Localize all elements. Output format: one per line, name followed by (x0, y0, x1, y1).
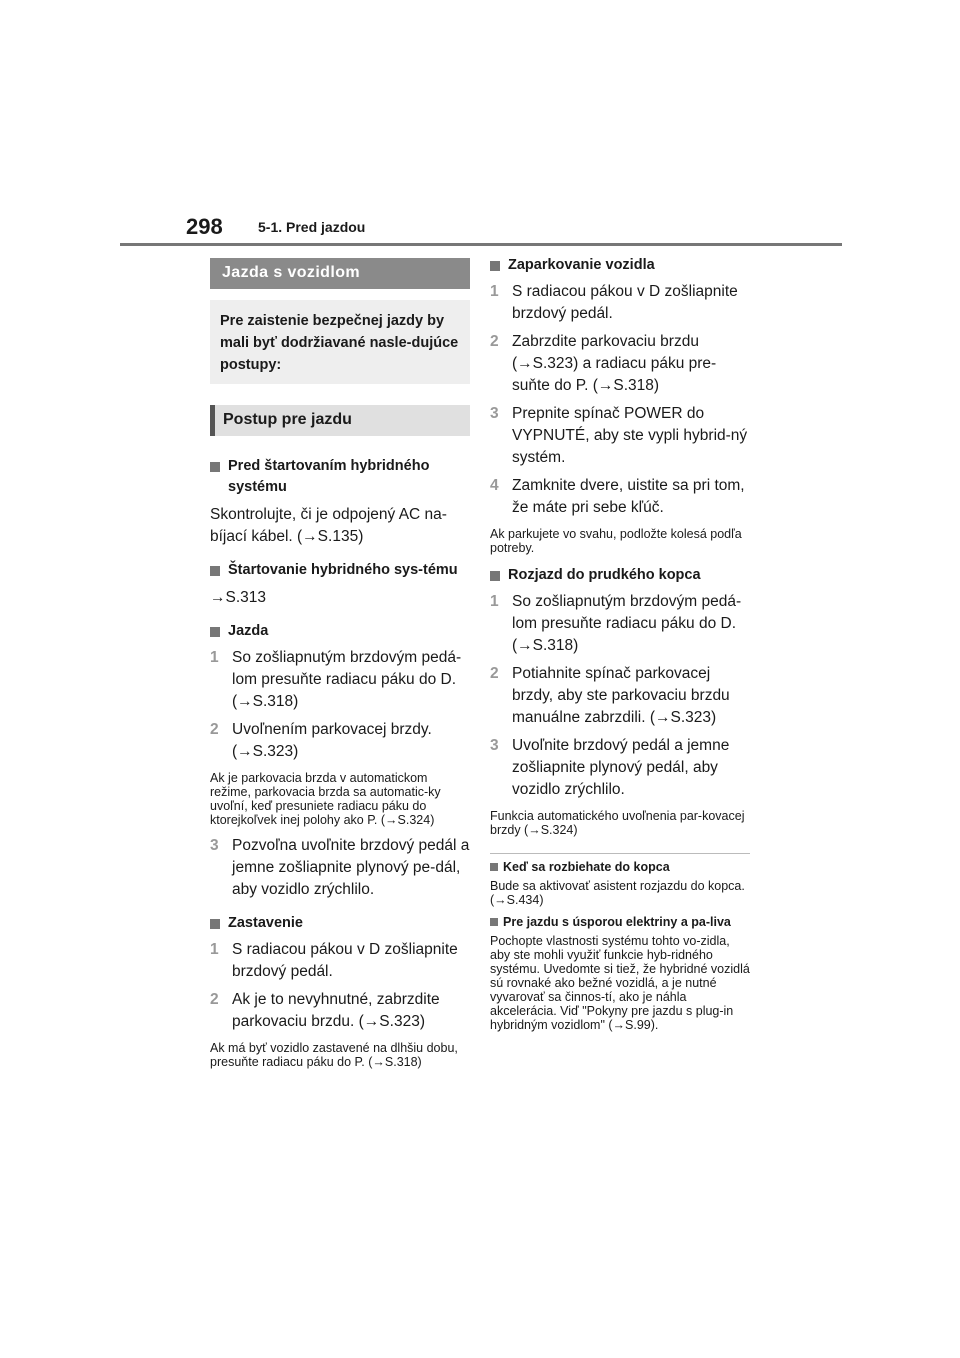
note: Ak je parkovacia brzda v automatickom režime, parkovacia brzda sa automatic-ky uvoľní, keď presuniete radiacu páku do ktorejkoľvek inej polohy ako P. (→S.324) (210, 771, 441, 827)
header-rule (120, 243, 842, 246)
numbered-step: 3 Pozvoľna uvoľnite brzdový pedál a jemne zošliapnite plynový pe-dál, aby vozidlo zrýchlilo. (210, 837, 470, 898)
square-bullet-icon (490, 863, 498, 871)
numbered-step: 1 S radiacou pákou v D zošliapnite brzdový pedál. (210, 941, 458, 980)
note-heading: Keď sa rozbiehate do kopca (490, 860, 750, 874)
square-bullet-icon (210, 566, 220, 576)
note: Ak má byť vozidlo zastavené na dlhšiu dobu, presuňte radiacu páku do P. (→S.318) (210, 1041, 458, 1069)
note: Funkcia automatického uvoľnenia par-kovacej brzdy (→S.324) (490, 809, 745, 837)
right-column (490, 258, 750, 1032)
square-bullet-icon (210, 919, 220, 929)
square-bullet-icon (210, 627, 220, 637)
numbered-step: 2 Zabrzdite parkovaciu brzdu (→S.323) a radiacu páku pre-suňte do P. (→S.318) (490, 333, 717, 394)
section-heading: Jazda (210, 621, 470, 642)
numbered-step: 2 Uvoľnením parkovacej brzdy. (→S.323) (210, 721, 432, 760)
square-bullet-icon (210, 462, 220, 472)
note: Bude sa aktivovať asistent rozjazdu do kopca. (→S.434) (490, 879, 745, 907)
square-bullet-icon (490, 571, 500, 581)
section-heading: Rozjazd do prudkého kopca (490, 565, 750, 586)
steps-title: Postup pre jazdu (210, 405, 470, 436)
page-title: Jazda s vozidlom (210, 258, 470, 289)
section-heading: Zastavenie (210, 913, 470, 934)
numbered-step: 4 Zamknite dvere, uistite sa pri tom, že máte pri sebe kľúč. (490, 477, 745, 516)
numbered-step: 2 Potiahnite spínač parkovacej brzdy, aby ste parkovaciu brzdu manuálne zabrzdili. (→S.323) (490, 665, 730, 726)
paragraph: Skontrolujte, či je odpojený AC na-bíjací kábel. (→S.135) (210, 506, 447, 545)
numbered-step: 1 S radiacou pákou v D zošliapnite brzdový pedál. (490, 283, 738, 322)
section-heading: Štartovanie hybridného sys-tému (210, 560, 470, 581)
divider (490, 853, 750, 854)
section-label: 5-1. Pred jazdou (258, 219, 366, 235)
square-bullet-icon (490, 261, 500, 271)
section-heading: Zaparkovanie vozidla (490, 255, 750, 276)
numbered-step: 3 Prepnite spínač POWER do VYPNUTÉ, aby ste vypli hybrid-ný systém. (490, 405, 748, 466)
note: Ak parkujete vo svahu, podložte kolesá podľa potreby. (490, 527, 742, 555)
numbered-step: 2 Ak je to nevyhnutné, zabrzdite parkovaciu brzdu. (→S.323) (210, 991, 440, 1030)
square-bullet-icon (490, 918, 498, 926)
page-reference: →S.313 (210, 589, 267, 606)
note-heading: Pre jazdu s úsporou elektriny a pa-liva (490, 915, 750, 929)
numbered-step: 1 So zošliapnutým brzdovým pedá-lom presuňte radiacu páku do D. (→S.318) (490, 593, 742, 654)
section-heading: Pred štartovaním hybridného systému (210, 456, 470, 498)
intro-box: Pre zaistenie bezpečnej jazdy by mali byť dodržiavané nasle-dujúce postupy: (210, 300, 470, 384)
page-number: 298 (186, 214, 223, 239)
left-column (210, 258, 470, 1069)
note: Pochopte vlastnosti systému tohto vo-zidla, aby ste mohli využiť funkcie hyb-ridného systému. Uvedomte si tiež, že hybridné vozidlá sú rovnaké ako bežné vozidlá, a je nutné vyvarovať sa činnos-tí, ako je náhla akcelerácia. Viď "Pokyny pre jazdu s plug-in hybridným vozidlom" (→S.99). (490, 934, 750, 1032)
numbered-step: 3 Uvoľnite brzdový pedál a jemne zošliapnite plynový pedál, aby vozidlo zrýchlilo. (490, 737, 730, 798)
numbered-step: 1 So zošliapnutým brzdovým pedá-lom presuňte radiacu páku do D. (→S.318) (210, 649, 462, 710)
